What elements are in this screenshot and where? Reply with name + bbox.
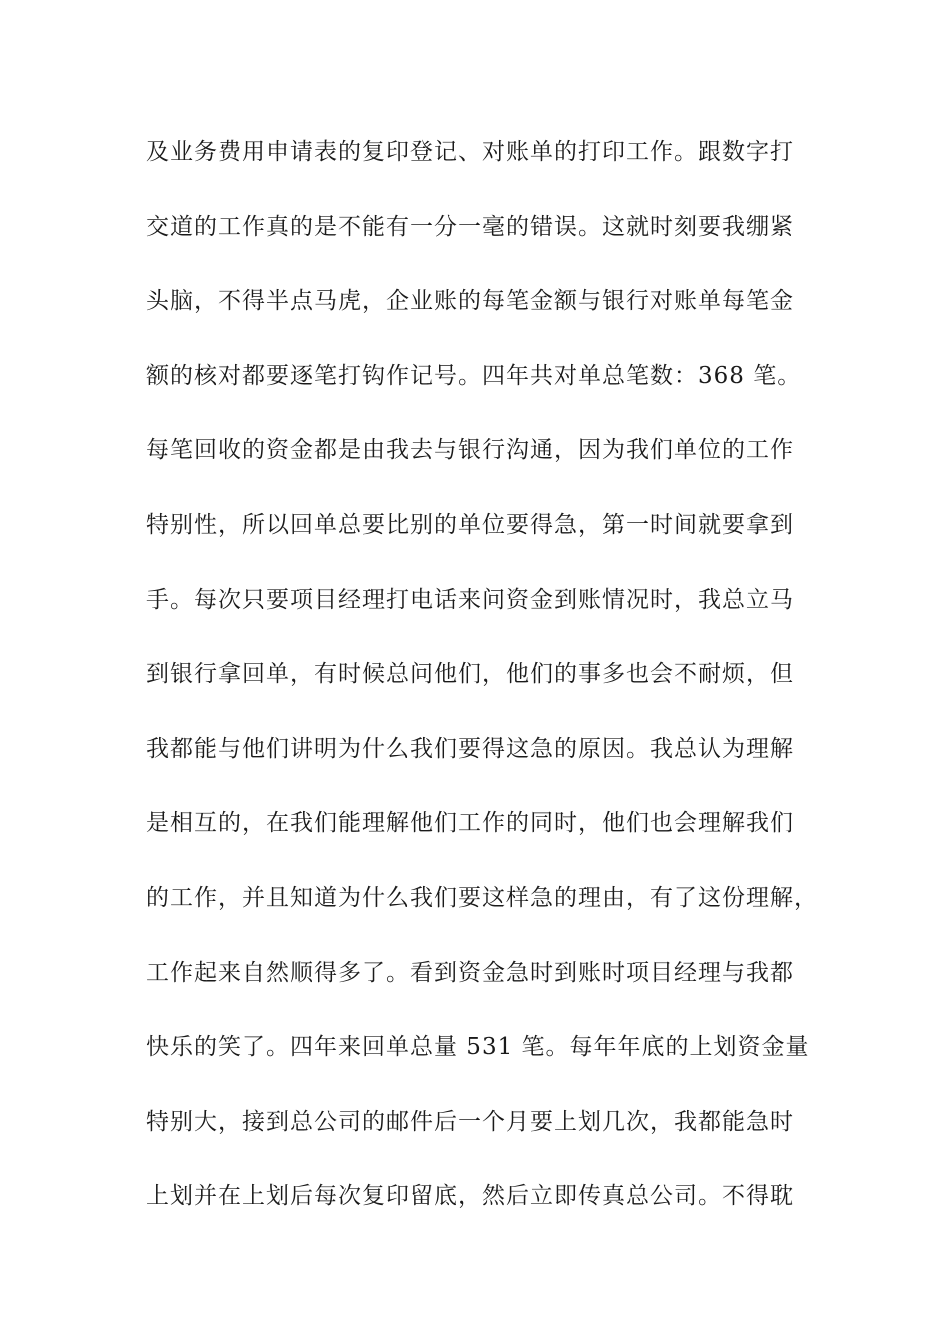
text-line: 到银行拿回单，有时候总问他们，他们的事多也会不耐烦，但 <box>146 661 794 688</box>
body-text <box>146 131 818 1250</box>
text-line: 手。每次只要项目经理打电话来问资金到账情况时，我总立马 <box>146 586 794 613</box>
text-line: 的工作，并且知道为什么我们要这样急的理由，有了这份理解， <box>146 884 818 911</box>
text-line: 特别大，接到总公司的邮件后一个月要上划几次，我都能急时 <box>146 1108 794 1135</box>
text-line: 快乐的笑了。四年来回单总量 531 笔。每年年底的上划资金量 <box>146 1034 810 1061</box>
text-line: 额的核对都要逐笔打钩作记号。四年共对单总笔数：368 笔。 <box>146 362 802 389</box>
text-line: 交道的工作真的是不能有一分一毫的错误。这就时刻要我绷紧 <box>146 213 794 240</box>
text-line: 特别性，所以回单总要比别的单位要得急，第一时间就要拿到 <box>146 511 794 538</box>
text-line: 每笔回收的资金都是由我去与银行沟通，因为我们单位的工作 <box>146 437 794 464</box>
text-line: 及业务费用申请表的复印登记、对账单的打印工作。跟数字打 <box>146 139 794 165</box>
text-line: 头脑，不得半点马虎，企业账的每笔金额与银行对账单每笔金 <box>146 288 794 315</box>
text-line: 上划并在上划后每次复印留底，然后立即传真总公司。不得耽 <box>146 1183 794 1210</box>
text-line: 我都能与他们讲明为什么我们要得这急的原因。我总认为理解 <box>146 735 794 762</box>
text-line: 是相互的，在我们能理解他们工作的同时，他们也会理解我们 <box>146 810 794 837</box>
text-line: 工作起来自然顺得多了。看到资金急时到账时项目经理与我都 <box>146 959 794 986</box>
